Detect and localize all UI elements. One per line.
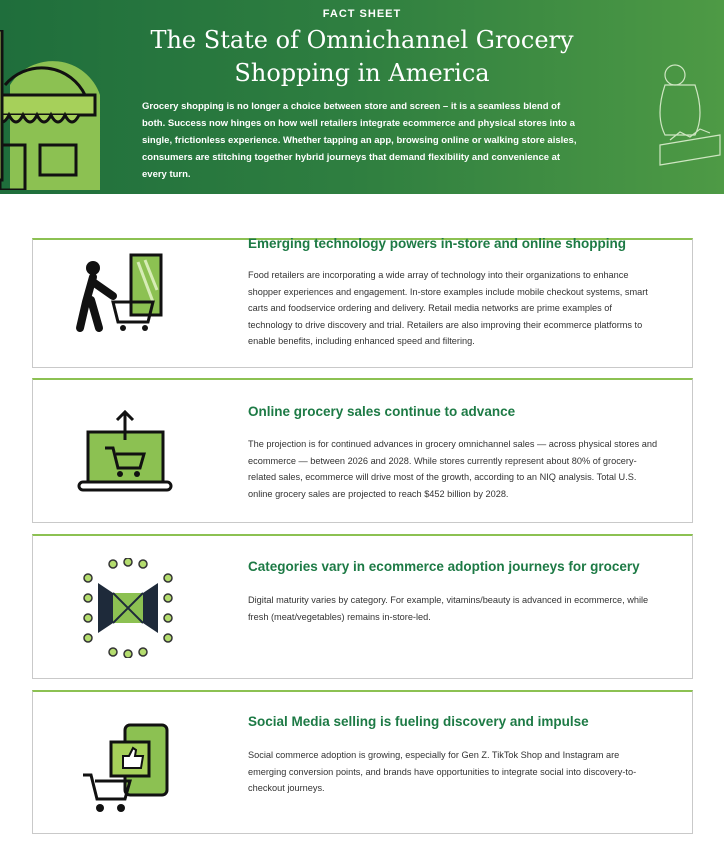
shopper-illustration-icon xyxy=(640,55,724,175)
storefront-icon xyxy=(0,30,110,190)
section-card-categories xyxy=(32,534,693,679)
digital-circuit-icon xyxy=(73,558,183,658)
section-card-social xyxy=(32,690,693,834)
shopper-cart-icon xyxy=(73,252,183,352)
section-body: Digital maturity varies by category. For example, vitamins/beauty is advanced in ecommerce, while fresh (meat/vegetables) remains in-store-led. xyxy=(248,595,649,622)
section-card-online-sales xyxy=(32,378,693,523)
section-body: The projection is for continued advances in grocery omnichannel sales — across physical stores and ecommerce — between 2026 and 2028. While stores currently represent about 80% of grocery-related sales, ecommerce will drive most of the growth, according to an NIQ analysis. Total U.S. online grocery sales are projected to reach $452 billion by 2028. xyxy=(248,439,658,499)
section-body: Food retailers are incorporating a wide array of technology into their organizations to enhance shopper experiences and engagement. In-store examples include mobile checkout systems, smart carts and foodservice ordering and delivery. Retail media networks are prime examples of technology to drive discovery and trial. Retailers are also improving their ecommerce platforms to enable benefits, including enhanced speed and filtering. xyxy=(248,270,648,346)
laptop-cart-icon xyxy=(73,410,183,510)
fact-sheet-label: FACT SHEET xyxy=(322,8,402,20)
intro-text: Grocery shopping is no longer a choice between store and screen – it is a seamless blend of both. Success now hinges on how well retailers integrate ecommerce and physical stores into a single, frictionless experience. Whether tapping an app, browsing online or walking store aisles, consumers are stitching together hybrid journeys that demand flexibility and convenience at every turn. xyxy=(142,101,577,180)
section-heading: Online grocery sales continue to advance xyxy=(248,404,516,419)
social-phone-cart-icon xyxy=(73,720,183,820)
section-heading: Categories vary in ecommerce adoption journeys for grocery xyxy=(248,559,640,574)
section-body: Social commerce adoption is growing, especially for Gen Z. TikTok Shop and Instagram are emerging conversion points, and brands have opportunities to integrate social into discovery-to-checkout journeys. xyxy=(248,750,637,793)
page-title: The State of Omnichannel Grocery Shopping in America xyxy=(150,26,574,87)
section-heading: Emerging technology powers in-store and online shopping xyxy=(248,236,627,251)
section-card-technology xyxy=(32,238,693,368)
hero-banner xyxy=(0,0,724,194)
section-heading: Social Media selling is fueling discovery and impulse xyxy=(248,714,589,729)
